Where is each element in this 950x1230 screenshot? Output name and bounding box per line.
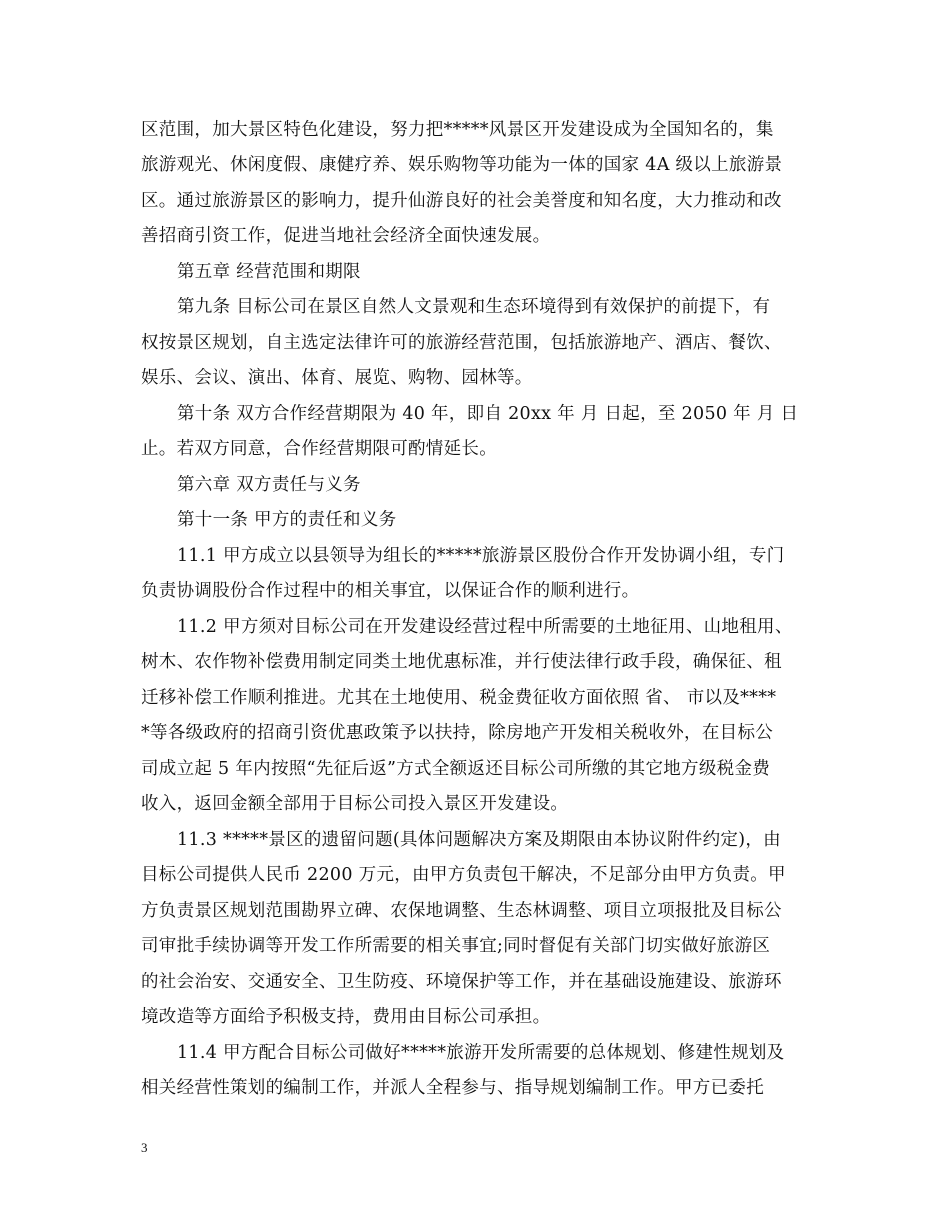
- text-line: 的社会治安、交通安全、卫生防疫、环境保护等工作，并在基础设施建设、旅游环: [141, 972, 782, 992]
- page-number: 3: [141, 1140, 148, 1155]
- text-line: 树木、农作物补偿费用制定同类土地优惠标准，并行使法律行政手段，确保征、租: [141, 652, 782, 672]
- text-line: 第十条 双方合作经营期限为 40 年，即自 20xx 年 月 日起，至 2050 年 月 日: [177, 404, 799, 424]
- text-line: 权按景区规划，自主选定法律许可的旅游经营范围，包括旅游地产、酒店、餐饮、: [141, 333, 782, 353]
- text-line: 方负责景区规划范围勘界立碑、农保地调整、生态林调整、项目立项报批及目标公: [141, 901, 782, 921]
- text-line: 相关经营性策划的编制工作，并派人全程参与、指导规划编制工作。甲方已委托: [141, 1078, 764, 1098]
- text-line: 区范围，加大景区特色化建设，努力把*****风景区开发建设成为全国知名的，集: [141, 120, 774, 140]
- text-line: 旅游观光、休闲度假、康健疗养、娱乐购物等功能为一体的国家 4A 级以上旅游景: [141, 155, 783, 175]
- text-line: 境改造等方面给予积极支持，费用由目标公司承担。: [141, 1007, 551, 1027]
- chapter-heading: 第六章 双方责任与义务: [177, 475, 361, 495]
- text-line: 11.4 甲方配合目标公司做好*****旅游开发所需要的总体规划、修建性规划及: [177, 1043, 785, 1063]
- article-heading: 第十一条 甲方的责任和义务: [177, 510, 397, 530]
- text-line: *等各级政府的招商引资优惠政策予以扶持，除房地产开发相关税收外，在目标公: [141, 723, 774, 743]
- text-line: 目标公司提供人民币 2200 万元，由甲方负责包干解决，不足部分由甲方负责。甲: [141, 865, 786, 885]
- text-line: 收入，返回金额全部用于目标公司投入景区开发建设。: [141, 794, 569, 814]
- text-line: 第九条 目标公司在景区自然人文景观和生态环境得到有效保护的前提下，有: [177, 297, 771, 317]
- text-line: 11.3 *****景区的遗留问题(具体问题解决方案及期限由本协议附件约定)，由: [177, 830, 781, 850]
- text-line: 迁移补偿工作顺利推进。尤其在土地使用、税金费征收方面依照 省、 市以及****: [141, 688, 777, 708]
- text-line: 止。若双方同意，合作经营期限可酌情延长。: [141, 439, 497, 459]
- text-line: 区。通过旅游景区的影响力，提升仙游良好的社会美誉度和知名度，大力推动和改: [141, 191, 782, 211]
- chapter-heading: 第五章 经营范围和期限: [177, 262, 361, 282]
- text-line: 善招商引资工作，促进当地社会经济全面快速发展。: [141, 226, 551, 246]
- text-line: 司审批手续协调等开发工作所需要的相关事宜;同时督促有关部门切实做好旅游区: [141, 936, 771, 956]
- text-line: 11.2 甲方须对目标公司在开发建设经营过程中所需要的土地征用、山地租用、: [177, 617, 793, 637]
- text-line: 娱乐、会议、演出、体育、展览、购物、园林等。: [141, 368, 533, 388]
- text-line: 司成立起 5 年内按照“先征后返”方式全额返还目标公司所缴的其它地方级税金费: [141, 759, 771, 779]
- text-line: 11.1 甲方成立以县领导为组长的*****旅游景区股份合作开发协调小组，专门: [177, 546, 785, 566]
- text-line: 负责协调股份合作过程中的相关事宜，以保证合作的顺利进行。: [141, 581, 640, 601]
